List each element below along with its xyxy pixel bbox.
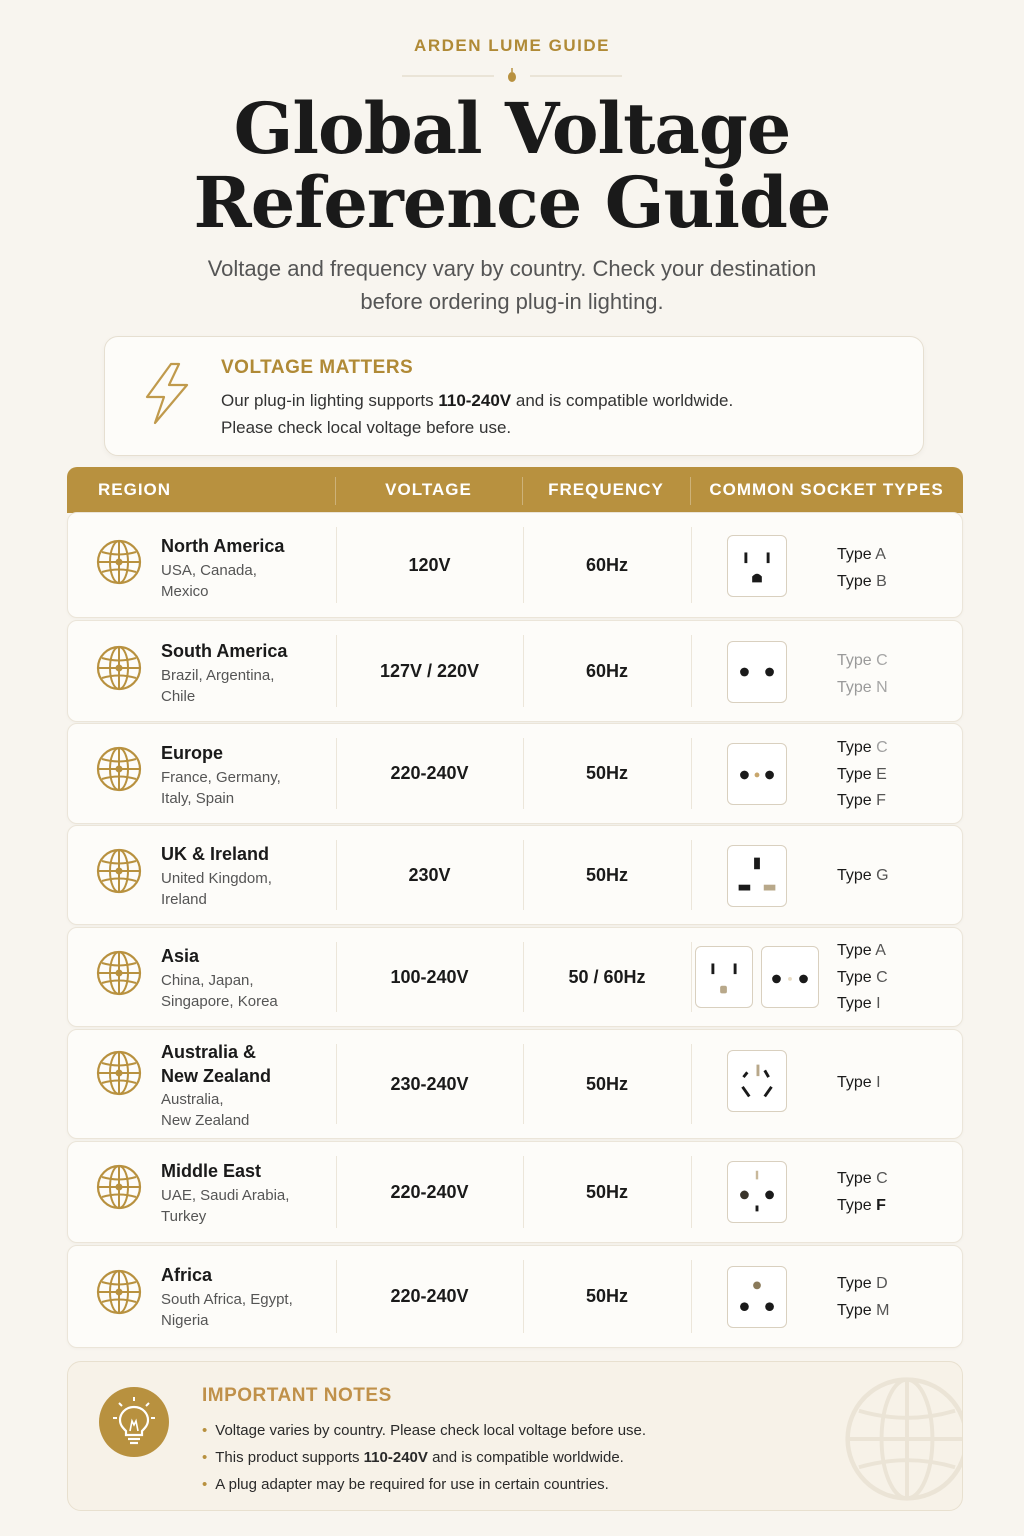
region-name: South America bbox=[161, 641, 288, 661]
region-name: Africa bbox=[161, 1265, 213, 1285]
frequency-value: 50Hz bbox=[585, 1181, 629, 1202]
region-name: Australia & New Zealand bbox=[161, 1042, 272, 1086]
region-countries: USA, Canada, Mexico bbox=[161, 562, 257, 600]
page-subtitle: Voltage and frequency vary by country. Check your destination before ordering plug-in lighting. bbox=[207, 256, 817, 314]
notes-list bbox=[202, 1417, 646, 1498]
table-row bbox=[67, 825, 963, 925]
voltage-matters-callout bbox=[104, 336, 924, 456]
header-socket-types: COMMON SOCKET TYPES bbox=[709, 480, 944, 499]
voltage-value: 230-240V bbox=[390, 1073, 469, 1094]
region-countries: Brazil, Argentina, Chile bbox=[161, 667, 275, 705]
table-row bbox=[67, 1245, 963, 1348]
frequency-value: 50 / 60Hz bbox=[568, 966, 646, 987]
lightbulb-icon-badge bbox=[99, 1387, 169, 1457]
table-row bbox=[67, 927, 963, 1027]
socket-types: Type D Type M bbox=[837, 1275, 890, 1319]
region-name: Middle East bbox=[161, 1161, 262, 1181]
frequency-value: 50Hz bbox=[585, 1073, 629, 1094]
globe-icon bbox=[96, 1269, 142, 1315]
background-globe-icon bbox=[842, 1374, 963, 1504]
globe-icon bbox=[96, 848, 142, 894]
type-a-b-socket-icon bbox=[727, 535, 787, 597]
type-c-socket-icon bbox=[761, 946, 819, 1008]
frequency-value: 50Hz bbox=[585, 763, 629, 783]
table-row bbox=[67, 620, 963, 722]
header-region: REGION bbox=[98, 480, 172, 499]
globe-icon bbox=[96, 645, 142, 691]
type-a-socket-icon bbox=[695, 946, 753, 1008]
region-name: Europe bbox=[161, 743, 224, 763]
socket-types: Type C Type F bbox=[837, 1170, 888, 1214]
region-name: UK & Ireland bbox=[161, 844, 270, 864]
region-countries: United Kingdom, Ireland bbox=[161, 870, 272, 908]
table-row bbox=[67, 1029, 963, 1139]
region-countries: UAE, Saudi Arabia, Turkey bbox=[161, 1187, 290, 1225]
type-c-f-socket-icon bbox=[727, 1161, 787, 1223]
type-i-socket-icon bbox=[727, 1050, 787, 1112]
voltage-value: 220-240V bbox=[390, 763, 469, 783]
header-voltage: VOLTAGE bbox=[385, 480, 472, 499]
notes-title: IMPORTANT NOTES bbox=[202, 1385, 392, 1406]
note-item: • This product supports 110-240V and is compatible worldwide. bbox=[202, 1449, 624, 1466]
lightbulb-icon bbox=[99, 1387, 169, 1457]
table-row bbox=[67, 512, 963, 618]
table-row bbox=[67, 723, 963, 824]
globe-icon bbox=[96, 539, 142, 585]
type-g-socket-icon bbox=[727, 845, 787, 907]
globe-icon bbox=[96, 746, 142, 792]
globe-icon bbox=[96, 1164, 142, 1210]
region-name: North America bbox=[161, 536, 285, 556]
note-item: • A plug adapter may be required for use in certain countries. bbox=[202, 1476, 609, 1493]
region-countries: France, Germany, Italy, Spain bbox=[161, 769, 281, 807]
globe-icon bbox=[96, 1050, 142, 1096]
region-name: Asia bbox=[161, 946, 200, 966]
lightning-bolt-icon bbox=[139, 361, 195, 427]
callout-text: Our plug-in lighting supports 110-240V and is compatible worldwide. Please check local voltage before use. bbox=[221, 391, 734, 437]
brand-ornament-icon bbox=[402, 66, 622, 86]
socket-types: Type C Type N bbox=[837, 652, 888, 696]
brand-name: ARDEN LUME GUIDE bbox=[414, 36, 610, 55]
type-c-e-f-socket-icon bbox=[727, 743, 787, 805]
type-c-n-socket-icon bbox=[727, 641, 787, 703]
voltage-value: 220-240V bbox=[390, 1181, 469, 1202]
frequency-value: 50Hz bbox=[585, 1286, 629, 1306]
page-title: Global Voltage Reference Guide bbox=[193, 87, 831, 244]
region-countries: Australia, New Zealand bbox=[161, 1091, 250, 1129]
important-notes bbox=[67, 1361, 963, 1511]
header-frequency: FREQUENCY bbox=[548, 480, 664, 499]
socket-types: Type I bbox=[837, 1074, 881, 1091]
socket-types: Type A Type C Type I bbox=[837, 942, 888, 1012]
voltage-value: 230V bbox=[408, 864, 451, 885]
socket-types: Type C Type E Type F bbox=[837, 739, 888, 809]
socket-types: Type A Type B bbox=[837, 546, 887, 590]
voltage-value: 100-240V bbox=[390, 966, 469, 987]
voltage-value: 220-240V bbox=[390, 1286, 469, 1306]
table-header bbox=[67, 467, 963, 513]
type-d-m-socket-icon bbox=[727, 1266, 787, 1328]
voltage-value: 127V / 220V bbox=[379, 660, 480, 681]
table-row bbox=[67, 1141, 963, 1243]
frequency-value: 60Hz bbox=[585, 660, 629, 681]
voltage-value: 120V bbox=[408, 554, 451, 575]
region-countries: South Africa, Egypt, Nigeria bbox=[161, 1291, 293, 1329]
socket-types: Type G bbox=[837, 867, 889, 884]
callout-title: VOLTAGE MATTERS bbox=[221, 357, 414, 378]
frequency-value: 50Hz bbox=[585, 864, 629, 885]
frequency-value: 60Hz bbox=[585, 554, 629, 575]
region-countries: China, Japan, Singapore, Korea bbox=[161, 972, 278, 1010]
globe-icon bbox=[96, 950, 142, 996]
note-item: • Voltage varies by country. Please check local voltage before use. bbox=[202, 1422, 647, 1439]
